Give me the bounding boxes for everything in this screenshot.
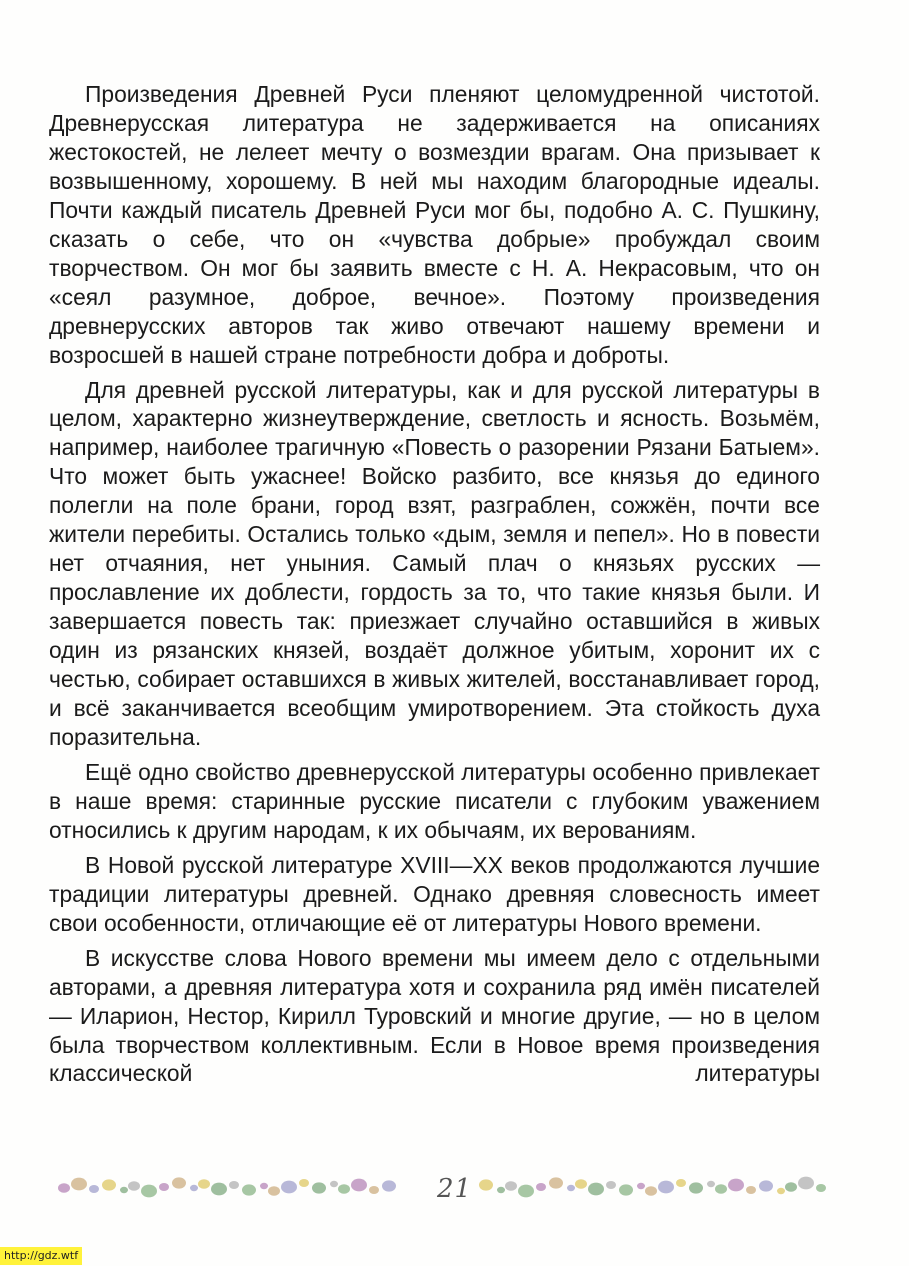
- paragraph-5: В искусстве слова Нового времени мы имеем дело с отдельными авторами, а древняя литература хотя и сохранила ряд имён писателей — Иларион, Нестор, Кирилл Туровский и многие другие, — но в целом была творчеством коллективным. Если в Новое время произведения классической литературы: [49, 944, 820, 1087]
- paragraph-4: В Новой русской литературе XVIII—XX веков продолжаются лучшие традиции литературы древней. Однако древняя словесность имеет свои особенности, отличающие её от литературы Нового времени.: [49, 851, 820, 936]
- paragraph-3: Ещё одно свойство древнерусской литературы особенно привлекает в наше время: старинные русские писатели с глубоким уважением относились к другим народам, к их обычаям, их верованиям.: [49, 758, 820, 843]
- body-text: [49, 80, 820, 1088]
- paragraph-2: Для древней русской литературы, как и для русской литературы в целом, характерно жизнеутверждение, светлость и ясность. Возьмём, например, наиболее трагичную «Повесть о разорении Рязани Батыем». Что может быть ужаснее! Войско разбито, все князья до единого полегли на поле брани, город взят, разграблен, сожжён, почти все жители перебиты. Остались только «дым, земля и пепел». Но в повести нет отчаяния, нет уныния. Самый плач о князьях русских — прославление их доблести, гордость за то, что такие князья были. И завершается повесть так: приезжает случайно оставшийся в живых один из рязанских князей, воздаёт должное убитым, хоронит их с честью, собирает оставшихся в живых жителей, восстанавливает город, и всё заканчивается всеобщим умиротворением. Эта стойкость духа поразительна.: [49, 376, 820, 750]
- watermark-link[interactable]: http://gdz.wtf: [0, 1247, 82, 1265]
- page-number: 21: [436, 1174, 473, 1204]
- paragraph-1: Произведения Древней Руси пленяют целомудренной чистотой. Древнерусская литература не задерживается на описаниях жестокостей, не лелеет мечту о возмездии врагам. Она призывает к возвышенному, хорошему. В ней мы находим благородные идеалы. Почти каждый писатель Древней Руси мог бы, подобно А. С. Пушкину, сказать о себе, что он «чувства добрые» пробуждал своим творчеством. Он мог бы заявить вместе с Н. А. Некрасовым, что он «сеял разумное, доброе, вечное». Поэтому произведения древнерусских авторов так живо отвечают нашему времени и возросшей в нашей стране потребности добра и доброты.: [49, 81, 820, 368]
